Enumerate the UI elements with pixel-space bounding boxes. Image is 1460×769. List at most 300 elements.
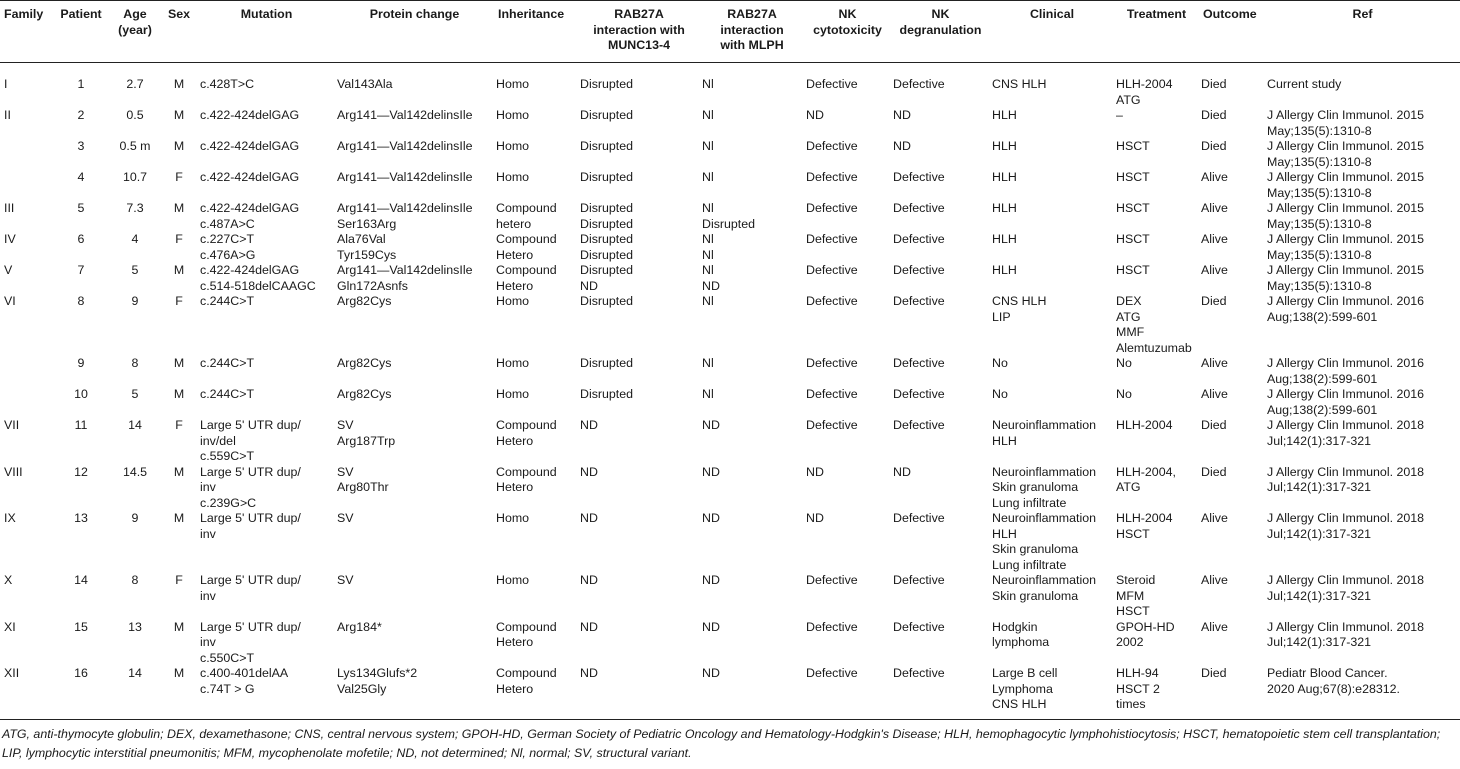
cell-protein-change (335, 620, 494, 667)
cell-munc13-interaction (578, 201, 700, 232)
cell-outcome: Alive (1201, 387, 1228, 401)
cell-protein-change-line: Tyr159Cys (337, 247, 397, 262)
cell-inheritance (494, 63, 578, 109)
cell-inheritance-line: Hetero (496, 247, 534, 262)
cell-family (0, 356, 52, 387)
cell-ref-line: Aug;138(2):599-601 (1267, 309, 1378, 324)
cell-age: 4 (131, 232, 139, 246)
cell-mlph-interaction-line: ND (702, 418, 720, 432)
cell-treatment (1114, 63, 1199, 109)
cell-ref-line: J Allergy Clin Immunol. 2015 (1267, 108, 1425, 122)
cell-clinical-line: HLH (992, 108, 1017, 122)
cell-age: 5 (131, 387, 139, 401)
header-family: Family (0, 1, 52, 63)
cell-mlph-interaction (700, 201, 804, 232)
table-row (0, 263, 1460, 294)
cell-inheritance (494, 666, 578, 719)
cell-treatment-line: HLH-94 (1116, 666, 1159, 680)
cell-mutation-line: c.244C>T (200, 387, 255, 401)
cell-nk-cytotoxicity: Defective (806, 573, 858, 587)
cell-patient: 5 (77, 201, 85, 215)
cell-protein-change-line: Arg82Cys (337, 294, 392, 308)
cell-ref-line: Aug;138(2):599-601 (1267, 371, 1378, 386)
cell-clinical-line: Neuroinflammation (992, 418, 1096, 432)
cell-nk-degranulation: ND (893, 139, 911, 153)
cell-sex: M (173, 619, 185, 634)
cell-clinical (990, 573, 1114, 620)
cell-inheritance (494, 573, 578, 620)
cell-family: VIII (4, 464, 23, 479)
cell-clinical-line: HLH (992, 232, 1017, 246)
cell-mlph-interaction (700, 232, 804, 263)
cell-inheritance-line: Homo (496, 139, 530, 153)
cell-sex: F (175, 170, 183, 184)
cell-mlph-interaction-line: Nl (702, 263, 714, 277)
cell-age: 10.7 (122, 170, 148, 184)
cell-nk-degranulation: Defective (893, 294, 945, 308)
cell-nk-degranulation: Defective (893, 418, 945, 432)
cell-inheritance-line: Compound (496, 619, 557, 634)
cell-protein-change-line: SV (337, 573, 354, 587)
cell-ref-line: May;135(5):1310-8 (1267, 123, 1372, 138)
cell-nk-cytotoxicity: Defective (806, 263, 858, 277)
table-row (0, 294, 1460, 356)
cell-nk-cytotoxicity: ND (806, 108, 824, 122)
cell-inheritance-line: Compound (496, 464, 557, 479)
cell-ref-line: J Allergy Clin Immunol. 2016 (1267, 294, 1425, 308)
cell-munc13-interaction-line: Disrupted (580, 108, 634, 122)
header-inheritance: Inheritance (494, 1, 578, 63)
cell-clinical-line: Skin granuloma (992, 588, 1079, 603)
cell-inheritance-line: Homo (496, 387, 530, 401)
header-ref: Ref (1265, 1, 1460, 63)
cell-mutation (198, 201, 335, 232)
cell-mutation-line: c.422-424delGAG (200, 108, 300, 122)
cell-patient: 10 (74, 387, 88, 401)
cell-mutation-line: inv (200, 480, 216, 494)
cell-mutation (198, 63, 335, 109)
cell-inheritance (494, 108, 578, 139)
cell-nk-degranulation: Defective (893, 619, 945, 634)
cell-ref-line: May;135(5):1310-8 (1267, 185, 1372, 200)
table-row (0, 573, 1460, 620)
cell-nk-degranulation: Defective (893, 77, 945, 91)
cell-patient: 9 (77, 356, 85, 370)
cell-nk-cytotoxicity: Defective (806, 356, 858, 370)
cell-inheritance-line: Compound (496, 232, 557, 246)
cell-treatment (1114, 666, 1199, 719)
cell-inheritance (494, 139, 578, 170)
cell-mlph-interaction-line: Nl (702, 201, 714, 215)
cell-treatment (1114, 511, 1199, 573)
table-row (0, 232, 1460, 263)
cell-mlph-interaction-line: Nl (702, 77, 714, 91)
cell-age: 9 (131, 294, 139, 308)
cell-age: 13 (128, 619, 142, 634)
cell-munc13-interaction-line: Disrupted (580, 247, 634, 262)
cell-nk-degranulation: Defective (891, 666, 990, 719)
cell-treatment-line: HSCT (1116, 201, 1150, 215)
cell-mutation (198, 511, 335, 573)
cell-clinical-line: HLH (992, 139, 1017, 153)
cell-mlph-interaction-line: ND (702, 511, 720, 525)
cell-ref (1265, 294, 1460, 356)
cell-inheritance (494, 263, 578, 294)
cell-clinical-line: LIP (992, 309, 1011, 324)
cell-inheritance-line: Homo (496, 170, 530, 184)
cell-mutation-line: c.422-424delGAG (200, 201, 300, 215)
cell-mutation-line: Large 5' UTR dup/ (200, 619, 301, 634)
cell-protein-change (335, 465, 494, 512)
cell-outcome: Alive (1201, 201, 1228, 215)
cell-protein-change (335, 108, 494, 139)
cell-ref-line: 2020 Aug;67(8):e28312. (1267, 681, 1400, 696)
cell-inheritance-line: Compound (496, 418, 557, 432)
cell-mlph-interaction (700, 387, 804, 418)
cell-clinical-line: Large B cell (992, 666, 1058, 680)
cell-mutation-line: c.239G>C (200, 495, 257, 510)
cell-inheritance-line: Homo (496, 294, 530, 308)
cell-treatment-line: HLH-2004 (1116, 77, 1173, 91)
cell-clinical-line: No (992, 387, 1008, 401)
cell-nk-cytotoxicity: Defective (806, 232, 858, 246)
cell-munc13-interaction (578, 511, 700, 573)
cell-mutation-line: c.559C>T (200, 449, 255, 463)
cell-outcome: Alive (1201, 170, 1228, 184)
cell-protein-change-line: Ser163Arg (337, 216, 397, 231)
header-treatment: Treatment (1114, 1, 1199, 63)
table-body (0, 63, 1460, 720)
cell-clinical-line: Lymphoma (992, 681, 1053, 696)
cell-ref-line: May;135(5):1310-8 (1267, 278, 1372, 293)
cell-clinical (990, 263, 1114, 294)
cell-munc13-interaction (578, 170, 700, 201)
cell-munc13-interaction (578, 63, 700, 109)
cell-mlph-interaction-line: Nl (702, 387, 714, 401)
cell-mutation (198, 356, 335, 387)
cell-inheritance-line: Homo (496, 108, 530, 122)
cell-mutation (198, 620, 335, 667)
cell-patient: 6 (77, 232, 85, 246)
cell-outcome: Alive (1201, 356, 1228, 370)
cell-patient: 11 (74, 418, 88, 432)
cell-mutation (198, 573, 335, 620)
cell-mlph-interaction-line: Nl (702, 232, 714, 246)
cell-mutation-line: c.422-424delGAG (200, 139, 300, 153)
table-footnote: ATG, anti-thymocyte globulin; DEX, dexamethasone; CNS, central nervous system; GPOH-HD, German Society of Pediatric Oncology and Hematology-Hodgkin's Disease; HLH, hemophagocytic lymphohistiocytosis; HSCT, hematopoietic stem cell transplantation; LIP, lymphocytic interstitial pneumonitis; MFM, mycophenolate mofetile; ND, not determined; Nl, normal; SV, structural variant. (2, 726, 1441, 760)
cell-treatment-line: DEX (1116, 294, 1142, 308)
cell-mutation (198, 465, 335, 512)
cell-treatment-line: HSCT (1116, 604, 1150, 618)
cell-outcome: Alive (1201, 511, 1228, 525)
table-row (0, 465, 1460, 512)
cell-clinical-line: Neuroinflammation (992, 511, 1096, 525)
table-row (0, 170, 1460, 201)
cell-ref (1265, 620, 1460, 667)
cell-ref (1265, 356, 1460, 387)
cell-munc13-interaction (578, 573, 700, 620)
cell-sex: M (173, 464, 185, 479)
cell-inheritance (494, 465, 578, 512)
cell-protein-change-line: Arg184* (337, 619, 382, 634)
cell-mutation (198, 418, 335, 465)
cell-protein-change-line: Arg141—Val142delinsIle (337, 201, 473, 215)
cell-inheritance (494, 170, 578, 201)
cell-patient: 15 (74, 619, 88, 634)
cell-treatment-line: Alemtuzumab (1116, 340, 1192, 355)
cell-munc13-interaction-line: Disrupted (580, 170, 634, 184)
table-row (0, 418, 1460, 465)
cell-sex: M (173, 356, 185, 370)
cell-nk-cytotoxicity: Defective (804, 666, 891, 719)
cell-clinical-line: HLH (992, 263, 1017, 277)
cell-mlph-interaction-line: Nl (702, 170, 714, 184)
cell-nk-cytotoxicity: Defective (806, 139, 858, 153)
cell-age: 0.5 m (119, 139, 151, 153)
table-row (0, 666, 1460, 719)
cell-ref-line: J Allergy Clin Immunol. 2018 (1267, 573, 1425, 587)
cell-protein-change-line: Gln172Asnfs (337, 278, 408, 293)
cell-inheritance (494, 232, 578, 263)
cell-munc13-interaction (578, 356, 700, 387)
cell-ref-line: J Allergy Clin Immunol. 2015 (1267, 232, 1425, 246)
cell-sex: M (173, 387, 185, 401)
cell-ref-line: Jul;142(1):317-321 (1267, 526, 1372, 541)
header-patient: Patient (52, 1, 110, 63)
cell-clinical (990, 418, 1114, 465)
cell-patient: 8 (77, 294, 85, 308)
cell-treatment (1114, 387, 1199, 418)
cell-family: IV (4, 232, 16, 246)
cell-mutation (198, 108, 335, 139)
cell-protein-change (335, 170, 494, 201)
cell-ref (1265, 418, 1460, 465)
cell-sex: F (175, 573, 183, 587)
cell-clinical-line: HLH (992, 170, 1017, 184)
cell-mutation-line: c.400-401delAA (200, 666, 289, 680)
cell-patient: 13 (74, 511, 88, 525)
cell-mutation-line: Large 5' UTR dup/ (200, 418, 301, 432)
cell-mutation-line: c.244C>T (200, 294, 255, 308)
cell-mutation-line: inv (200, 588, 216, 603)
cell-clinical-line: CNS HLH (992, 294, 1047, 308)
cell-outcome: Died (1201, 294, 1227, 308)
cell-protein-change-line: Val143Ala (337, 77, 393, 91)
cell-mutation (198, 139, 335, 170)
cell-ref-line: J Allergy Clin Immunol. 2016 (1267, 387, 1425, 401)
cell-sex: M (173, 108, 185, 122)
cell-mutation (198, 170, 335, 201)
cell-outcome: Alive (1201, 573, 1228, 587)
cell-protein-change (335, 232, 494, 263)
cell-inheritance-line: Hetero (496, 433, 534, 448)
header-nk-degranulation: NK degranulation (891, 1, 990, 63)
cell-clinical (990, 666, 1114, 719)
cell-inheritance-line: Homo (496, 356, 530, 370)
cell-family: VI (4, 294, 16, 308)
cell-sex: M (173, 263, 185, 277)
header-munc13-interaction: RAB27A interaction with MUNC13-4 (578, 1, 700, 63)
table-row (0, 108, 1460, 139)
cell-patient: 16 (52, 666, 110, 719)
cell-treatment-line: – (1116, 108, 1123, 122)
cell-clinical-line: Lung infiltrate (992, 495, 1067, 510)
cell-protein-change (335, 139, 494, 170)
cell-outcome: Died (1199, 666, 1265, 719)
cell-nk-degranulation: Defective (893, 511, 945, 525)
cell-mlph-interaction-line: ND (702, 666, 720, 680)
cell-nk-cytotoxicity: Defective (806, 418, 858, 432)
cell-protein-change (335, 356, 494, 387)
cell-mutation-line: c.422-424delGAG (200, 263, 300, 277)
cell-mutation-line: Large 5' UTR dup/ (200, 464, 301, 479)
cell-clinical-line: HLH (992, 433, 1017, 448)
cell-inheritance (494, 511, 578, 573)
cell-ref-line: May;135(5):1310-8 (1267, 247, 1372, 262)
cell-clinical (990, 356, 1114, 387)
cell-treatment-line: HSCT 2 (1116, 681, 1160, 696)
cell-treatment-line: HLH-2004 (1116, 418, 1173, 432)
cell-munc13-interaction (578, 620, 700, 667)
cell-mutation-line: c.244C>T (200, 356, 255, 370)
cell-outcome: Died (1201, 418, 1227, 432)
cell-treatment-line: ATG (1116, 480, 1141, 494)
cell-protein-change-line: Arg80Thr (337, 480, 389, 494)
header-clinical: Clinical (990, 1, 1114, 63)
cell-nk-cytotoxicity: ND (806, 464, 824, 479)
cell-ref-line: J Allergy Clin Immunol. 2018 (1267, 418, 1425, 432)
cell-protein-change (335, 666, 494, 719)
table-row (0, 511, 1460, 573)
cell-ref-line: Jul;142(1):317-321 (1267, 635, 1372, 649)
cell-ref-line: Jul;142(1):317-321 (1267, 433, 1372, 448)
cell-ref (1265, 232, 1460, 263)
cell-munc13-interaction (578, 294, 700, 356)
header-mlph-interaction: RAB27A interaction with MLPH (700, 1, 804, 63)
cell-sex: M (173, 77, 185, 91)
cell-protein-change (335, 573, 494, 620)
cell-munc13-interaction-line: Disrupted (580, 356, 634, 370)
cell-family (0, 170, 52, 201)
cell-mutation-line: inv (200, 526, 216, 541)
table-row (0, 201, 1460, 232)
cell-inheritance-line: Compound (496, 666, 557, 680)
cell-clinical (990, 232, 1114, 263)
cell-inheritance (494, 356, 578, 387)
cell-treatment-line: Steroid (1116, 573, 1156, 587)
cell-treatment-line: GPOH-HD (1116, 619, 1175, 634)
cell-family: II (4, 108, 11, 122)
cell-munc13-interaction-line: Disrupted (580, 263, 634, 277)
header-age: Age (year) (110, 1, 160, 63)
cell-ref-line: J Allergy Clin Immunol. 2018 (1267, 619, 1425, 634)
cell-clinical-line: Neuroinflammation (992, 573, 1096, 587)
cell-mutation-line: c.487A>C (200, 216, 255, 231)
cell-nk-degranulation: Defective (893, 356, 945, 370)
cell-munc13-interaction (578, 263, 700, 294)
cell-protein-change-line: SV (337, 511, 354, 525)
cell-ref-line: J Allergy Clin Immunol. 2015 (1267, 201, 1425, 215)
cell-nk-cytotoxicity: Defective (806, 294, 858, 308)
cell-patient: 14 (74, 573, 88, 587)
cell-inheritance (494, 387, 578, 418)
cell-munc13-interaction-line: ND (580, 418, 598, 432)
cell-mlph-interaction-line: Nl (702, 356, 714, 370)
cell-clinical-line: lymphoma (992, 635, 1050, 649)
cell-ref (1265, 387, 1460, 418)
cell-mutation-line: Large 5' UTR dup/ (200, 573, 301, 587)
cell-ref-line: Pediatr Blood Cancer. (1267, 666, 1388, 680)
cell-clinical-line: HLH (992, 201, 1017, 215)
cell-clinical (990, 139, 1114, 170)
cell-sex: M (173, 201, 185, 215)
cell-outcome: Alive (1201, 619, 1228, 634)
cell-inheritance-line: hetero (496, 216, 532, 231)
cell-treatment (1114, 620, 1199, 667)
header-sex: Sex (160, 1, 198, 63)
cell-clinical-line: Skin granuloma (992, 542, 1079, 556)
cell-ref (1265, 573, 1460, 620)
cell-family (0, 139, 52, 170)
cell-mlph-interaction (700, 511, 804, 573)
cell-mlph-interaction-line: ND (702, 464, 720, 479)
cell-mutation (198, 666, 335, 719)
cell-mlph-interaction (700, 294, 804, 356)
cell-inheritance-line: Hetero (496, 635, 534, 649)
cell-family: I (4, 77, 8, 91)
table-row (0, 63, 1460, 109)
cell-munc13-interaction-line: ND (580, 278, 598, 293)
cell-munc13-interaction (578, 387, 700, 418)
cell-age: 2.7 (126, 77, 144, 91)
cell-protein-change-line: SV (337, 464, 354, 479)
cell-munc13-interaction-line: Disrupted (580, 216, 634, 231)
table-row (0, 620, 1460, 667)
cell-treatment-line: HSCT (1116, 263, 1150, 277)
cell-munc13-interaction-line: Disrupted (580, 294, 634, 308)
cell-mlph-interaction-line: Nl (702, 247, 714, 262)
cell-clinical-line: No (992, 356, 1008, 370)
cell-clinical (990, 294, 1114, 356)
cell-patient: 3 (77, 139, 85, 153)
cell-outcome: Died (1201, 77, 1227, 91)
cell-mlph-interaction (700, 418, 804, 465)
cell-protein-change-line: Arg141—Val142delinsIle (337, 263, 473, 277)
cell-age: 14.5 (122, 464, 148, 479)
cell-treatment (1114, 263, 1199, 294)
cell-protein-change-line: Arg141—Val142delinsIle (337, 170, 473, 184)
cell-mlph-interaction (700, 666, 804, 719)
cell-outcome: Died (1201, 108, 1227, 122)
cell-treatment-line: times (1116, 697, 1146, 711)
cell-inheritance-line: Compound (496, 201, 557, 215)
cell-munc13-interaction-line: ND (580, 573, 598, 587)
cell-nk-cytotoxicity: Defective (806, 77, 858, 91)
cell-nk-degranulation: Defective (893, 201, 945, 215)
cell-treatment-line: HLH-2004 (1116, 511, 1173, 525)
cell-munc13-interaction (578, 139, 700, 170)
cell-sex: F (175, 418, 183, 432)
cell-sex: M (173, 511, 185, 525)
cell-nk-cytotoxicity: Defective (806, 170, 858, 184)
cell-mlph-interaction (700, 139, 804, 170)
cell-ref (1265, 63, 1460, 109)
cell-age: 8 (131, 573, 139, 587)
cell-nk-cytotoxicity: Defective (806, 387, 858, 401)
cell-family: XI (4, 619, 16, 634)
cell-ref-line: Jul;142(1):317-321 (1267, 480, 1372, 494)
table-header (0, 1, 1460, 63)
